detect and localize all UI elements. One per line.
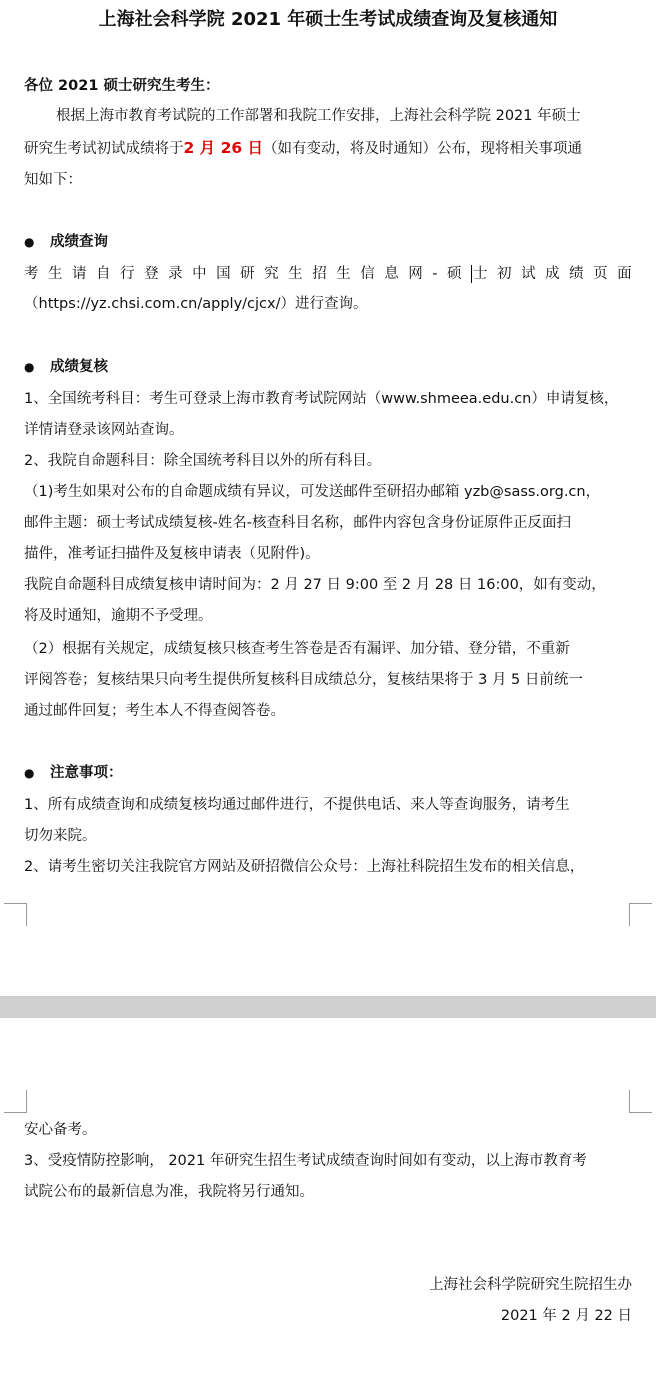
query-char: 生 xyxy=(288,266,303,282)
query-char: 生 xyxy=(336,266,351,282)
query-char: 行 xyxy=(120,266,135,282)
text-cursor xyxy=(471,265,472,283)
query-char: 录 xyxy=(168,266,183,282)
intro-line-2 xyxy=(24,138,632,159)
review-line: 描件，准考证扫描件及复核申请表（见附件)。 xyxy=(24,546,320,562)
review-line: 我院自命题科目成绩复核申请时间为：2 月 27 日 9:00 至 2 月 28 日 16:00，如有变动， xyxy=(24,577,606,593)
section-heading-score-query: ● 成绩查询 xyxy=(24,234,108,250)
query-char: 初 xyxy=(497,266,512,282)
review-line: 评阅答卷；复核结果只向考生提供所复核科目成绩总分，复核结果将于 3 月 5 日前统一 xyxy=(24,672,583,688)
query-char: 信 xyxy=(360,266,375,282)
page-corner-mark xyxy=(629,1090,652,1113)
query-char: 面 xyxy=(617,266,632,282)
query-char: 自 xyxy=(96,266,111,282)
review-line: 详情请登录该网站查询。 xyxy=(24,422,184,438)
review-line: （2）根据有关规定，成绩复核只核查考生答卷是否有漏评、加分错、登分错，不重新 xyxy=(24,641,570,657)
query-char: 登 xyxy=(144,266,159,282)
review-line: 2、我院自命题科目：除全国统考科目以外的所有科目。 xyxy=(24,453,382,469)
review-line: 邮件主题：硕士考试成绩复核-姓名-核查科目名称，邮件内容包含身份证原件正反面扫 xyxy=(24,515,571,531)
review-line: （1)考生如果对公布的自命题成绩有异议，可发送邮件至研招办邮箱 yzb@sass.org.cn， xyxy=(24,484,601,500)
page-separator xyxy=(0,996,656,1018)
query-char: 试 xyxy=(521,266,536,282)
intro-line-3: 知如下： xyxy=(24,172,82,188)
document-title: 上海社会科学院 2021 年硕士生考试成绩查询及复核通知 xyxy=(98,9,558,30)
intro-post: （如有变动，将及时通知）公布，现将相关事项通 xyxy=(263,141,583,157)
query-char: 请 xyxy=(72,266,87,282)
query-char: 国 xyxy=(216,266,231,282)
page-corner-mark xyxy=(4,903,27,926)
intro-pre: 研究生考试初试成绩将于 xyxy=(24,141,184,157)
query-url-line: （https://yz.chsi.com.cn/apply/cjcx/）进行查询。 xyxy=(24,296,368,312)
bullet-icon: ● xyxy=(24,766,35,780)
signature: 上海社会科学院研究生院招生办 xyxy=(429,1277,632,1293)
greeting: 各位 2021 硕士研究生考生： xyxy=(24,78,220,94)
query-char: 页 xyxy=(593,266,608,282)
query-char-with-cursor xyxy=(471,264,488,284)
review-line: 1、全国统考科目：考生可登录上海市教育考试院网站（www.shmeea.edu.cn）申请复核， xyxy=(24,391,619,407)
query-char: 生 xyxy=(48,266,63,282)
query-char: 网 xyxy=(408,266,423,282)
bullet-icon: ● xyxy=(24,235,35,249)
query-char: 成 xyxy=(545,266,560,282)
page2-line: 安心备考。 xyxy=(24,1122,97,1138)
release-date: 2 月 26 日 xyxy=(183,139,264,157)
section-heading-notes: ● 注意事项： xyxy=(24,765,123,781)
page-corner-mark xyxy=(629,903,652,926)
query-char: 考 xyxy=(24,266,39,282)
section-heading-score-review: ● 成绩复核 xyxy=(24,359,108,375)
page-2 xyxy=(0,1018,656,1386)
query-char: 究 xyxy=(264,266,279,282)
signature-date: 2021 年 2 月 22 日 xyxy=(500,1308,632,1324)
bullet-icon: ● xyxy=(24,360,35,374)
page2-line: 3、受疫情防控影响， 2021 年研究生招生考试成绩查询时间如有变动，以上海市教育考 xyxy=(24,1153,587,1169)
review-line: 通过邮件回复；考生本人不得查阅答卷。 xyxy=(24,703,285,719)
intro-line-1: 根据上海市教育考试院的工作部署和我院工作安排，上海社会科学院 2021 年硕士 xyxy=(56,108,581,124)
notes-line: 切勿来院。 xyxy=(24,828,97,844)
review-line: 将及时通知，逾期不予受理。 xyxy=(24,608,213,624)
query-line-1 xyxy=(24,264,632,284)
query-char: 招 xyxy=(312,266,327,282)
page2-line: 试院公布的最新信息为准，我院将另行通知。 xyxy=(24,1184,314,1200)
query-char: 研 xyxy=(240,266,255,282)
query-char: - xyxy=(432,266,438,282)
notes-line: 2、请考生密切关注我院官方网站及研招微信公众号：上海社科院招生发布的相关信息， xyxy=(24,859,585,875)
page-corner-mark xyxy=(4,1090,27,1113)
query-char: 中 xyxy=(192,266,207,282)
notes-line: 1、所有成绩查询和成绩复核均通过邮件进行，不提供电话、来人等查询服务，请考生 xyxy=(24,797,570,813)
query-char: 硕 xyxy=(447,266,462,282)
query-char: 绩 xyxy=(569,266,584,282)
query-char: 士 xyxy=(473,266,488,282)
query-char: 息 xyxy=(384,266,399,282)
